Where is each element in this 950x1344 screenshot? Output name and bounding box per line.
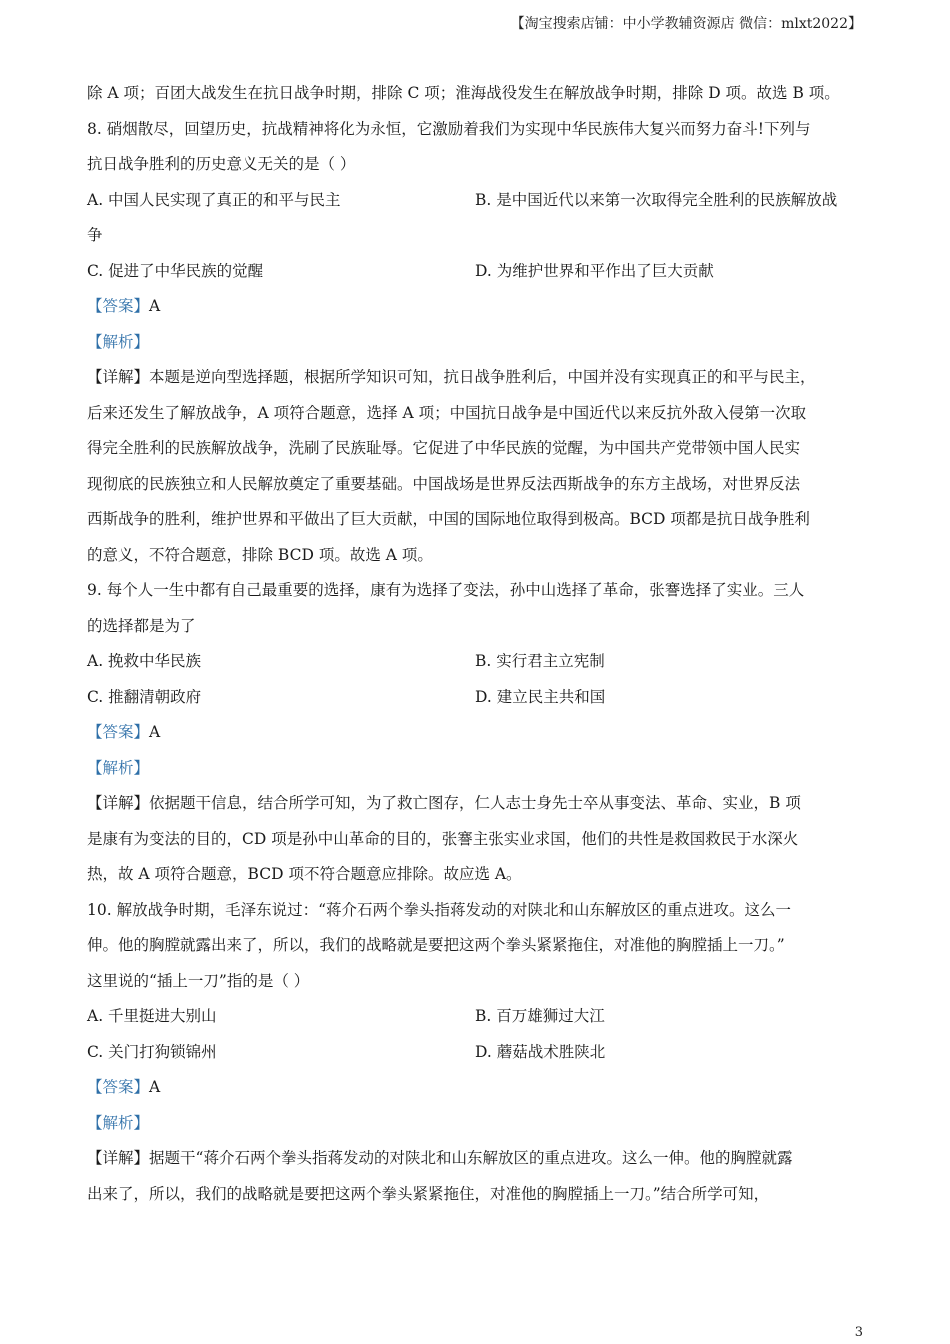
detail-tag: 【详解】 bbox=[87, 368, 150, 386]
question-stem: 伸。他的胸膛就露出来了，所以，我们的战略就是要把这两个拳头紧紧拖住，对准他的胸膛插上一刀。” bbox=[87, 936, 785, 954]
detail-line: 出来了，所以，我们的战略就是要把这两个拳头紧紧拖住，对准他的胸膛插上一刀。”结合所学可知， bbox=[87, 1184, 770, 1203]
detail-line: 西斯战争的胜利，维护世界和平做出了巨大贡献，中国的国际地位取得到极高。BCD 项都是抗日战争胜利 bbox=[87, 510, 810, 528]
text-line: 除 A 项；百团大战发生在抗日战争时期，排除 C 项；淮海战役发生在解放战争时期，排除 D 项。故选 B 项。 bbox=[87, 84, 840, 102]
answer-tag: 【答案】 bbox=[87, 297, 150, 315]
detail-line: 得完全胜利的民族解放战争，洗刷了民族耻辱。它促进了中华民族的觉醒，为中国共产党带领中国人民实 bbox=[87, 439, 801, 457]
answer-value: A bbox=[149, 297, 161, 315]
detail-line bbox=[87, 360, 877, 396]
option-a: A. 中国人民实现了真正的和平与民主 bbox=[87, 190, 341, 209]
analysis-tag: 【解析】 bbox=[87, 758, 150, 777]
detail-line: 现彻底的民族独立和人民解放奠定了重要基础。中国战场是世界反法西斯战争的东方主战场，对世界反法 bbox=[87, 474, 801, 493]
options-row bbox=[87, 644, 877, 680]
option-d: D. 为维护世界和平作出了巨大贡献 bbox=[475, 261, 714, 280]
option-b: B. 是中国近代以来第一次取得完全胜利的民族解放战 bbox=[475, 190, 838, 209]
question-stem: 9. 每个人一生中都有自己最重要的选择，康有为选择了变法，孙中山选择了革命，张謇选择了实业。三人 bbox=[87, 581, 805, 599]
detail-text: 据题干“蒋介石两个拳头指蒋发动的对陕北和山东解放区的重点进攻。这么一伸。他的胸膛就露 bbox=[149, 1149, 793, 1167]
detail-line: 的意义，不符合题意，排除 BCD 项。故选 A 项。 bbox=[87, 545, 433, 564]
question-stem: 的选择都是为了 bbox=[87, 616, 196, 635]
option-a: A. 千里挺进大别山 bbox=[87, 1007, 217, 1025]
options-row bbox=[87, 1035, 877, 1071]
page-content bbox=[87, 76, 877, 1212]
answer-tag: 【答案】 bbox=[87, 1078, 150, 1096]
detail-line: 后来还发生了解放战争，A 项符合题意，选择 A 项；中国抗日战争是中国近代以来反抗外敌入侵第一次取 bbox=[87, 403, 807, 422]
option-b: B. 百万雄狮过大江 bbox=[475, 1007, 605, 1025]
option-c: C. 推翻清朝政府 bbox=[87, 687, 202, 706]
answer-line bbox=[87, 1070, 877, 1106]
page-header: 【淘宝搜索店铺：中小学教辅资源店 微信：mlxt2022】 bbox=[510, 16, 862, 32]
detail-text: 本题是逆向型选择题，根据所学知识可知，抗日战争胜利后，中国并没有实现真正的和平与民主， bbox=[149, 368, 816, 386]
options-row bbox=[87, 680, 877, 716]
question-8 bbox=[87, 112, 877, 574]
option-c: C. 关门打狗锁锦州 bbox=[87, 1042, 217, 1061]
question-10 bbox=[87, 893, 877, 1213]
option-a: A. 挽救中华民族 bbox=[87, 652, 202, 670]
question-stem: 抗日战争胜利的历史意义无关的是（ ） bbox=[87, 155, 356, 173]
option-d: D. 蘑菇战术胜陕北 bbox=[475, 1042, 606, 1061]
option-b: B. 实行君主立宪制 bbox=[475, 652, 605, 670]
answer-value: A bbox=[149, 1078, 161, 1096]
detail-line: 是康有为变法的目的，CD 项是孙中山革命的目的，张謇主张实业求国，他们的共性是救国救民于水深火 bbox=[87, 829, 799, 848]
option-c: C. 促进了中华民族的觉醒 bbox=[87, 261, 264, 280]
answer-line bbox=[87, 715, 877, 751]
option-b-continued: 争 bbox=[87, 226, 103, 244]
analysis-tag: 【解析】 bbox=[87, 1113, 150, 1132]
detail-line bbox=[87, 1141, 877, 1177]
answer-tag: 【答案】 bbox=[87, 723, 150, 741]
detail-text: 依据题干信息，结合所学可知，为了救亡图存，仁人志士身先士卒从事变法、革命、实业，B 项 bbox=[149, 794, 801, 812]
page-number: 3 bbox=[854, 1325, 863, 1340]
question-9 bbox=[87, 573, 877, 893]
detail-tag: 【详解】 bbox=[87, 794, 150, 812]
detail-line bbox=[87, 786, 877, 822]
detail-tag: 【详解】 bbox=[87, 1149, 150, 1167]
option-d: D. 建立民主共和国 bbox=[475, 687, 606, 706]
question-stem: 8. 硝烟散尽，回望历史，抗战精神将化为永恒，它激励着我们为实现中华民族伟大复兴而努力奋斗!下列与 bbox=[87, 119, 811, 138]
options-row bbox=[87, 254, 877, 290]
options-row bbox=[87, 183, 877, 219]
analysis-tag: 【解析】 bbox=[87, 332, 150, 351]
detail-line: 热，故 A 项符合题意，BCD 项不符合题意应排除。故应选 A。 bbox=[87, 865, 522, 883]
question-stem: 10. 解放战争时期，毛泽东说过：“蒋介石两个拳头指蒋发动的对陕北和山东解放区的重点进攻。这么一 bbox=[87, 900, 792, 919]
question-stem: 这里说的“插上一刀”指的是（ ） bbox=[87, 971, 310, 990]
answer-line bbox=[87, 289, 877, 325]
answer-value: A bbox=[149, 723, 161, 741]
options-row bbox=[87, 999, 877, 1035]
